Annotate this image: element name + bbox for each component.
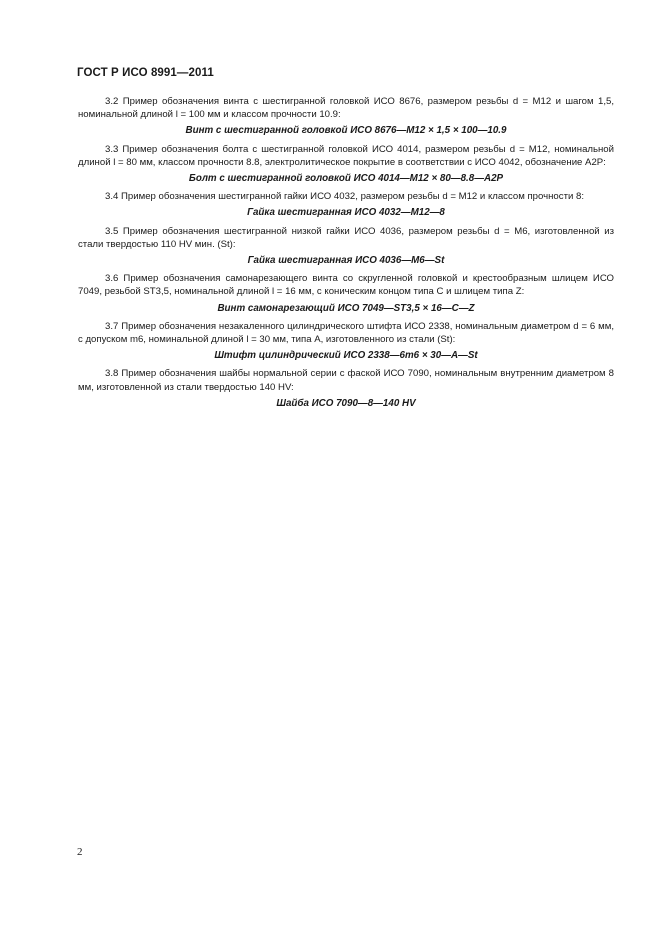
clause-3-7-designation: Штифт цилиндрический ИСО 2338—6m6 × 30—А—St [214, 350, 478, 362]
clause-3-3-text: 3.3 Пример обозначения болта с шестигранной головкой ИСО 4014, размером резьбы d = М12, номинальной длиной l = 80 мм, классом прочности 8.8, электролитическое покрытие в соответствии с ИСО 4042, обозначение A2P: [78, 143, 614, 168]
clause-3-3-designation: Болт с шестигранной головкой ИСО 4014—М12 × 80—8.8—A2P [188, 173, 504, 185]
clause-3-7-text: 3.7 Пример обозначения незакаленного цилиндрического штифта ИСО 2338, номинальным диаметром d = 6 мм, с допуском m6, номинальной длиной l = 30 мм, типа А, изготовленного из стали (St): [78, 320, 614, 346]
clause-3-8-designation: Шайба ИСО 7090—8—140 HV [276, 397, 416, 409]
clause-3-2-designation: Винт с шестигранной головкой ИСО 8676—М12 × 1,5 × 100—10.9 [185, 125, 507, 137]
clause-3-2-text: 3.2 Пример обозначения винта с шестигранной головкой ИСО 8676, размером резьбы d = М12 и шагом 1,5, номинальной длиной l = 100 мм и классом прочности 10.9: [78, 96, 614, 121]
clause-3-4-text: 3.4 Пример обозначения шестигранной гайки ИСО 4032, размером резьбы d = М12 и классом прочности 8: [105, 191, 584, 203]
clause-3-4-designation: Гайка шестигранная ИСО 4032—М12—8 [247, 207, 445, 219]
document-body [78, 95, 614, 415]
clause-3-5-designation: Гайка шестигранная ИСО 4036—М6—St [247, 255, 445, 267]
clause-3-8-text: 3.8 Пример обозначения шайбы нормальной серии с фаской ИСО 7090, номинальным внутренним диаметром 8 мм, изготовленной из стали твердостью 140 HV: [78, 368, 614, 393]
clause-3-6-text: 3.6 Пример обозначения самонарезающего винта со скругленной головкой и крестообразным шлицем ИСО 7049, резьбой ST3,5, номинальной длиной l = 16 мм, с коническим концом типа С и шлицем типа Z: [78, 273, 614, 298]
page-number: 2 [77, 846, 83, 858]
document-header: ГОСТ Р ИСО 8991—2011 [77, 67, 214, 79]
clause-3-5-text: 3.5 Пример обозначения шестигранной низкой гайки ИСО 4036, размером резьбы d = М6, изготовленной из стали твердостью 110 HV мин. (St): [78, 225, 614, 250]
clause-3-6-designation: Винт самонарезающий ИСО 7049—ST3,5 × 16—С—Z [217, 302, 475, 314]
